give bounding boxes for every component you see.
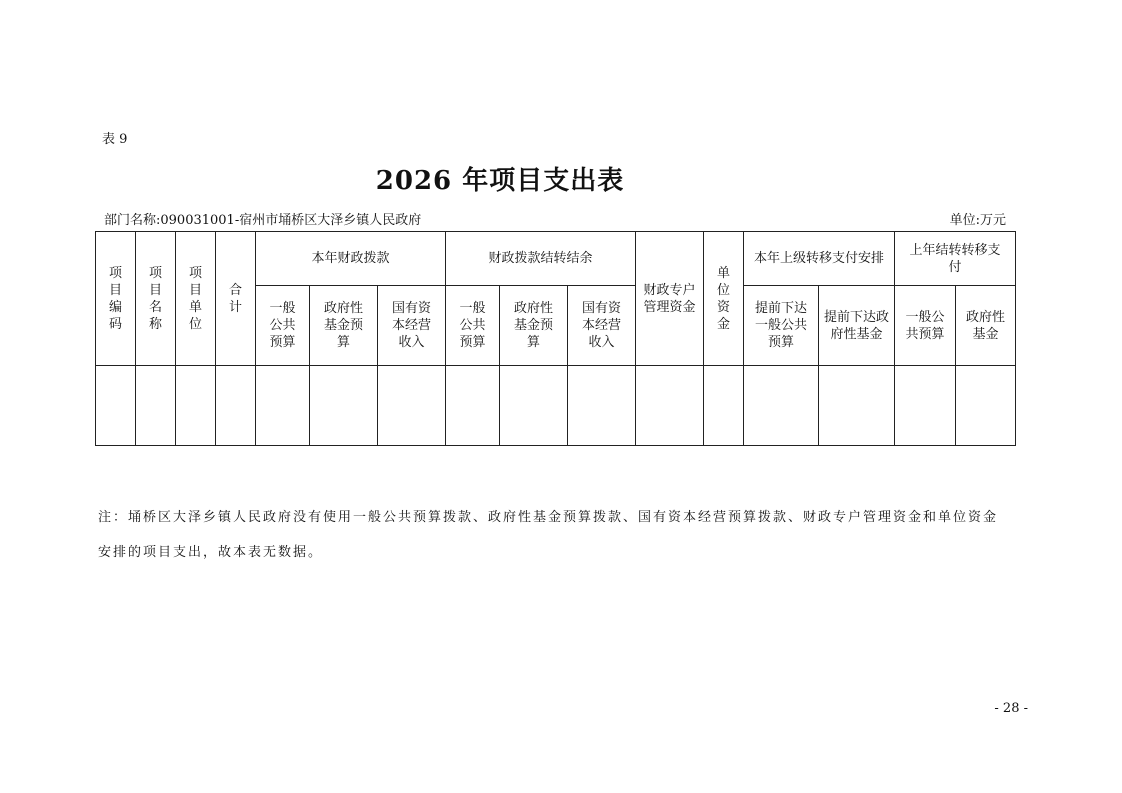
table-cell <box>446 366 500 446</box>
table-cell <box>96 366 136 446</box>
table-cell <box>956 366 1016 446</box>
footnote-line-2: 安排的项目支出，故本表无数据。 <box>98 545 324 560</box>
subheader-cy-general: 一般公共预算 <box>256 286 310 366</box>
subheader-co-state: 国有资本经营收入 <box>568 286 636 366</box>
header-group-current-year: 本年财政拨款 <box>256 232 446 286</box>
table-cell <box>136 366 176 446</box>
header-group-last-year-transfer: 上年结转转移支付 <box>895 232 1016 286</box>
subheader-cy-state: 国有资本经营收入 <box>378 286 446 366</box>
table-cell <box>378 366 446 446</box>
header-group-upper-transfer: 本年上级转移支付安排 <box>744 232 895 286</box>
subheader-ly-general: 一般公共预算 <box>895 286 956 366</box>
subheader-co-general: 一般公共预算 <box>446 286 500 366</box>
table-cell <box>636 366 704 446</box>
header-project-name: 项目名称 <box>136 232 176 366</box>
header-fiscal-special: 财政专户管理资金 <box>636 232 704 366</box>
header-unit-funds: 单位资金 <box>704 232 744 366</box>
table-cell <box>704 366 744 446</box>
table-row <box>96 366 1016 446</box>
subheader-co-fund: 政府性基金预算 <box>500 286 568 366</box>
header-project-code: 项目编码 <box>96 232 136 366</box>
header-project-unit: 项目单位 <box>176 232 216 366</box>
subheader-up-fund: 提前下达政府性基金 <box>819 286 895 366</box>
unit-label: 单位:万元 <box>949 213 1006 228</box>
department-label: 部门名称:090031001-宿州市埇桥区大泽乡镇人民政府 <box>104 213 422 228</box>
table-cell <box>568 366 636 446</box>
header-group-carryover: 财政拨款结转结余 <box>446 232 636 286</box>
footnote-line-1: 注：埇桥区大泽乡镇人民政府没有使用一般公共预算拨款、政府性基金预算拨款、国有资本经营预算拨款、财政专户管理资金和单位资金 <box>98 510 999 525</box>
table-number: 表 9 <box>102 132 128 147</box>
table-cell <box>216 366 256 446</box>
subheader-ly-fund: 政府性基金 <box>956 286 1016 366</box>
table-cell <box>895 366 956 446</box>
table-cell <box>819 366 895 446</box>
expenditure-table <box>95 231 1016 446</box>
table-cell <box>310 366 378 446</box>
subheader-cy-fund: 政府性基金预算 <box>310 286 378 366</box>
header-total: 合计 <box>216 232 256 366</box>
page-title: 2026 年项目支出表 <box>375 166 625 196</box>
page-number: - 28 - <box>994 701 1028 716</box>
table-cell <box>500 366 568 446</box>
table-cell <box>176 366 216 446</box>
footnote <box>98 500 1028 570</box>
subheader-up-general: 提前下达一般公共预算 <box>744 286 819 366</box>
table-cell <box>744 366 819 446</box>
table-cell <box>256 366 310 446</box>
